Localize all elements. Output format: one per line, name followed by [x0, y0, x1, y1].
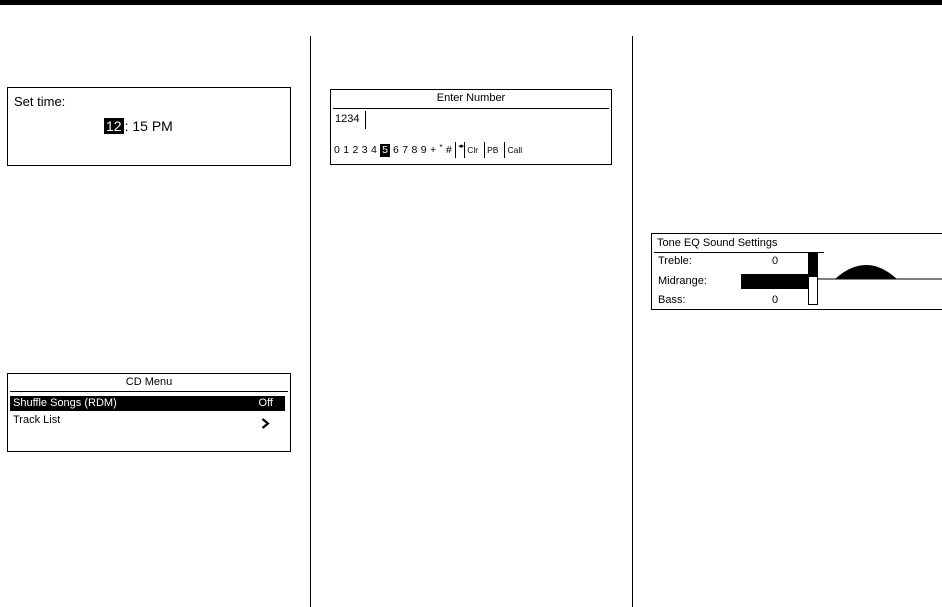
- enter-number-title: Enter Number: [436, 92, 506, 104]
- key-6[interactable]: 6: [393, 143, 399, 156]
- separator: [464, 142, 465, 158]
- chevron-right-icon: [261, 416, 270, 434]
- text-cursor: [365, 111, 366, 129]
- call-button[interactable]: Call: [507, 144, 523, 155]
- column-divider-2: [632, 36, 633, 607]
- key-4[interactable]: 4: [370, 143, 377, 156]
- midrange-level-slider[interactable]: [808, 253, 818, 305]
- treble-label: Treble:: [658, 255, 692, 267]
- title-divider: [333, 108, 609, 109]
- phonebook-button[interactable]: PB: [487, 144, 499, 155]
- bass-value: 0: [772, 294, 779, 306]
- key-2[interactable]: 2: [352, 143, 359, 156]
- top-header-bar: [0, 0, 942, 5]
- cd-menu-display: [7, 373, 291, 452]
- time-value: [104, 118, 173, 134]
- key-7[interactable]: 7: [402, 143, 409, 156]
- menu-item-track-list[interactable]: Track List: [13, 414, 61, 426]
- enter-number-display: [330, 89, 612, 165]
- column-divider-1: [310, 36, 311, 607]
- menu-item-shuffle[interactable]: [10, 396, 285, 411]
- key-hash[interactable]: #: [446, 143, 452, 156]
- keypad-row: [334, 142, 528, 158]
- key-star[interactable]: *: [439, 142, 443, 152]
- separator: [504, 142, 505, 158]
- minute-period-text[interactable]: : 15 PM: [124, 118, 173, 134]
- treble-value: 0: [772, 255, 779, 267]
- clear-button[interactable]: Clr: [467, 144, 479, 155]
- key-8[interactable]: 8: [411, 143, 418, 156]
- slider-fill: [809, 254, 817, 277]
- cursor-arrows-icon[interactable]: ◂▸: [458, 142, 464, 150]
- eq-curve-graphic: [818, 260, 942, 295]
- tone-eq-display: [651, 233, 942, 310]
- key-5-selected[interactable]: 5: [382, 143, 389, 156]
- tone-eq-title: Tone EQ Sound Settings: [657, 237, 778, 249]
- title-divider: [10, 391, 288, 392]
- key-plus[interactable]: +: [429, 143, 437, 156]
- set-time-label: Set time:: [14, 94, 66, 109]
- separator: [484, 142, 485, 158]
- bass-label: Bass:: [658, 294, 686, 306]
- menu-item-value: Off: [258, 397, 273, 409]
- key-0[interactable]: 0: [334, 143, 340, 156]
- key-9[interactable]: 9: [420, 143, 427, 156]
- cd-menu-title: CD Menu: [125, 376, 173, 388]
- entered-number[interactable]: 1234: [335, 113, 360, 125]
- hour-field[interactable]: 12: [106, 118, 122, 134]
- midrange-selection-bar[interactable]: [741, 274, 808, 289]
- separator: [455, 142, 456, 158]
- menu-item-label: Shuffle Songs (RDM): [13, 397, 117, 409]
- key-3[interactable]: 3: [361, 143, 368, 156]
- title-divider: [654, 252, 824, 253]
- midrange-label: Midrange:: [658, 275, 707, 287]
- key-1[interactable]: 1: [343, 143, 350, 156]
- set-time-display: [7, 87, 291, 166]
